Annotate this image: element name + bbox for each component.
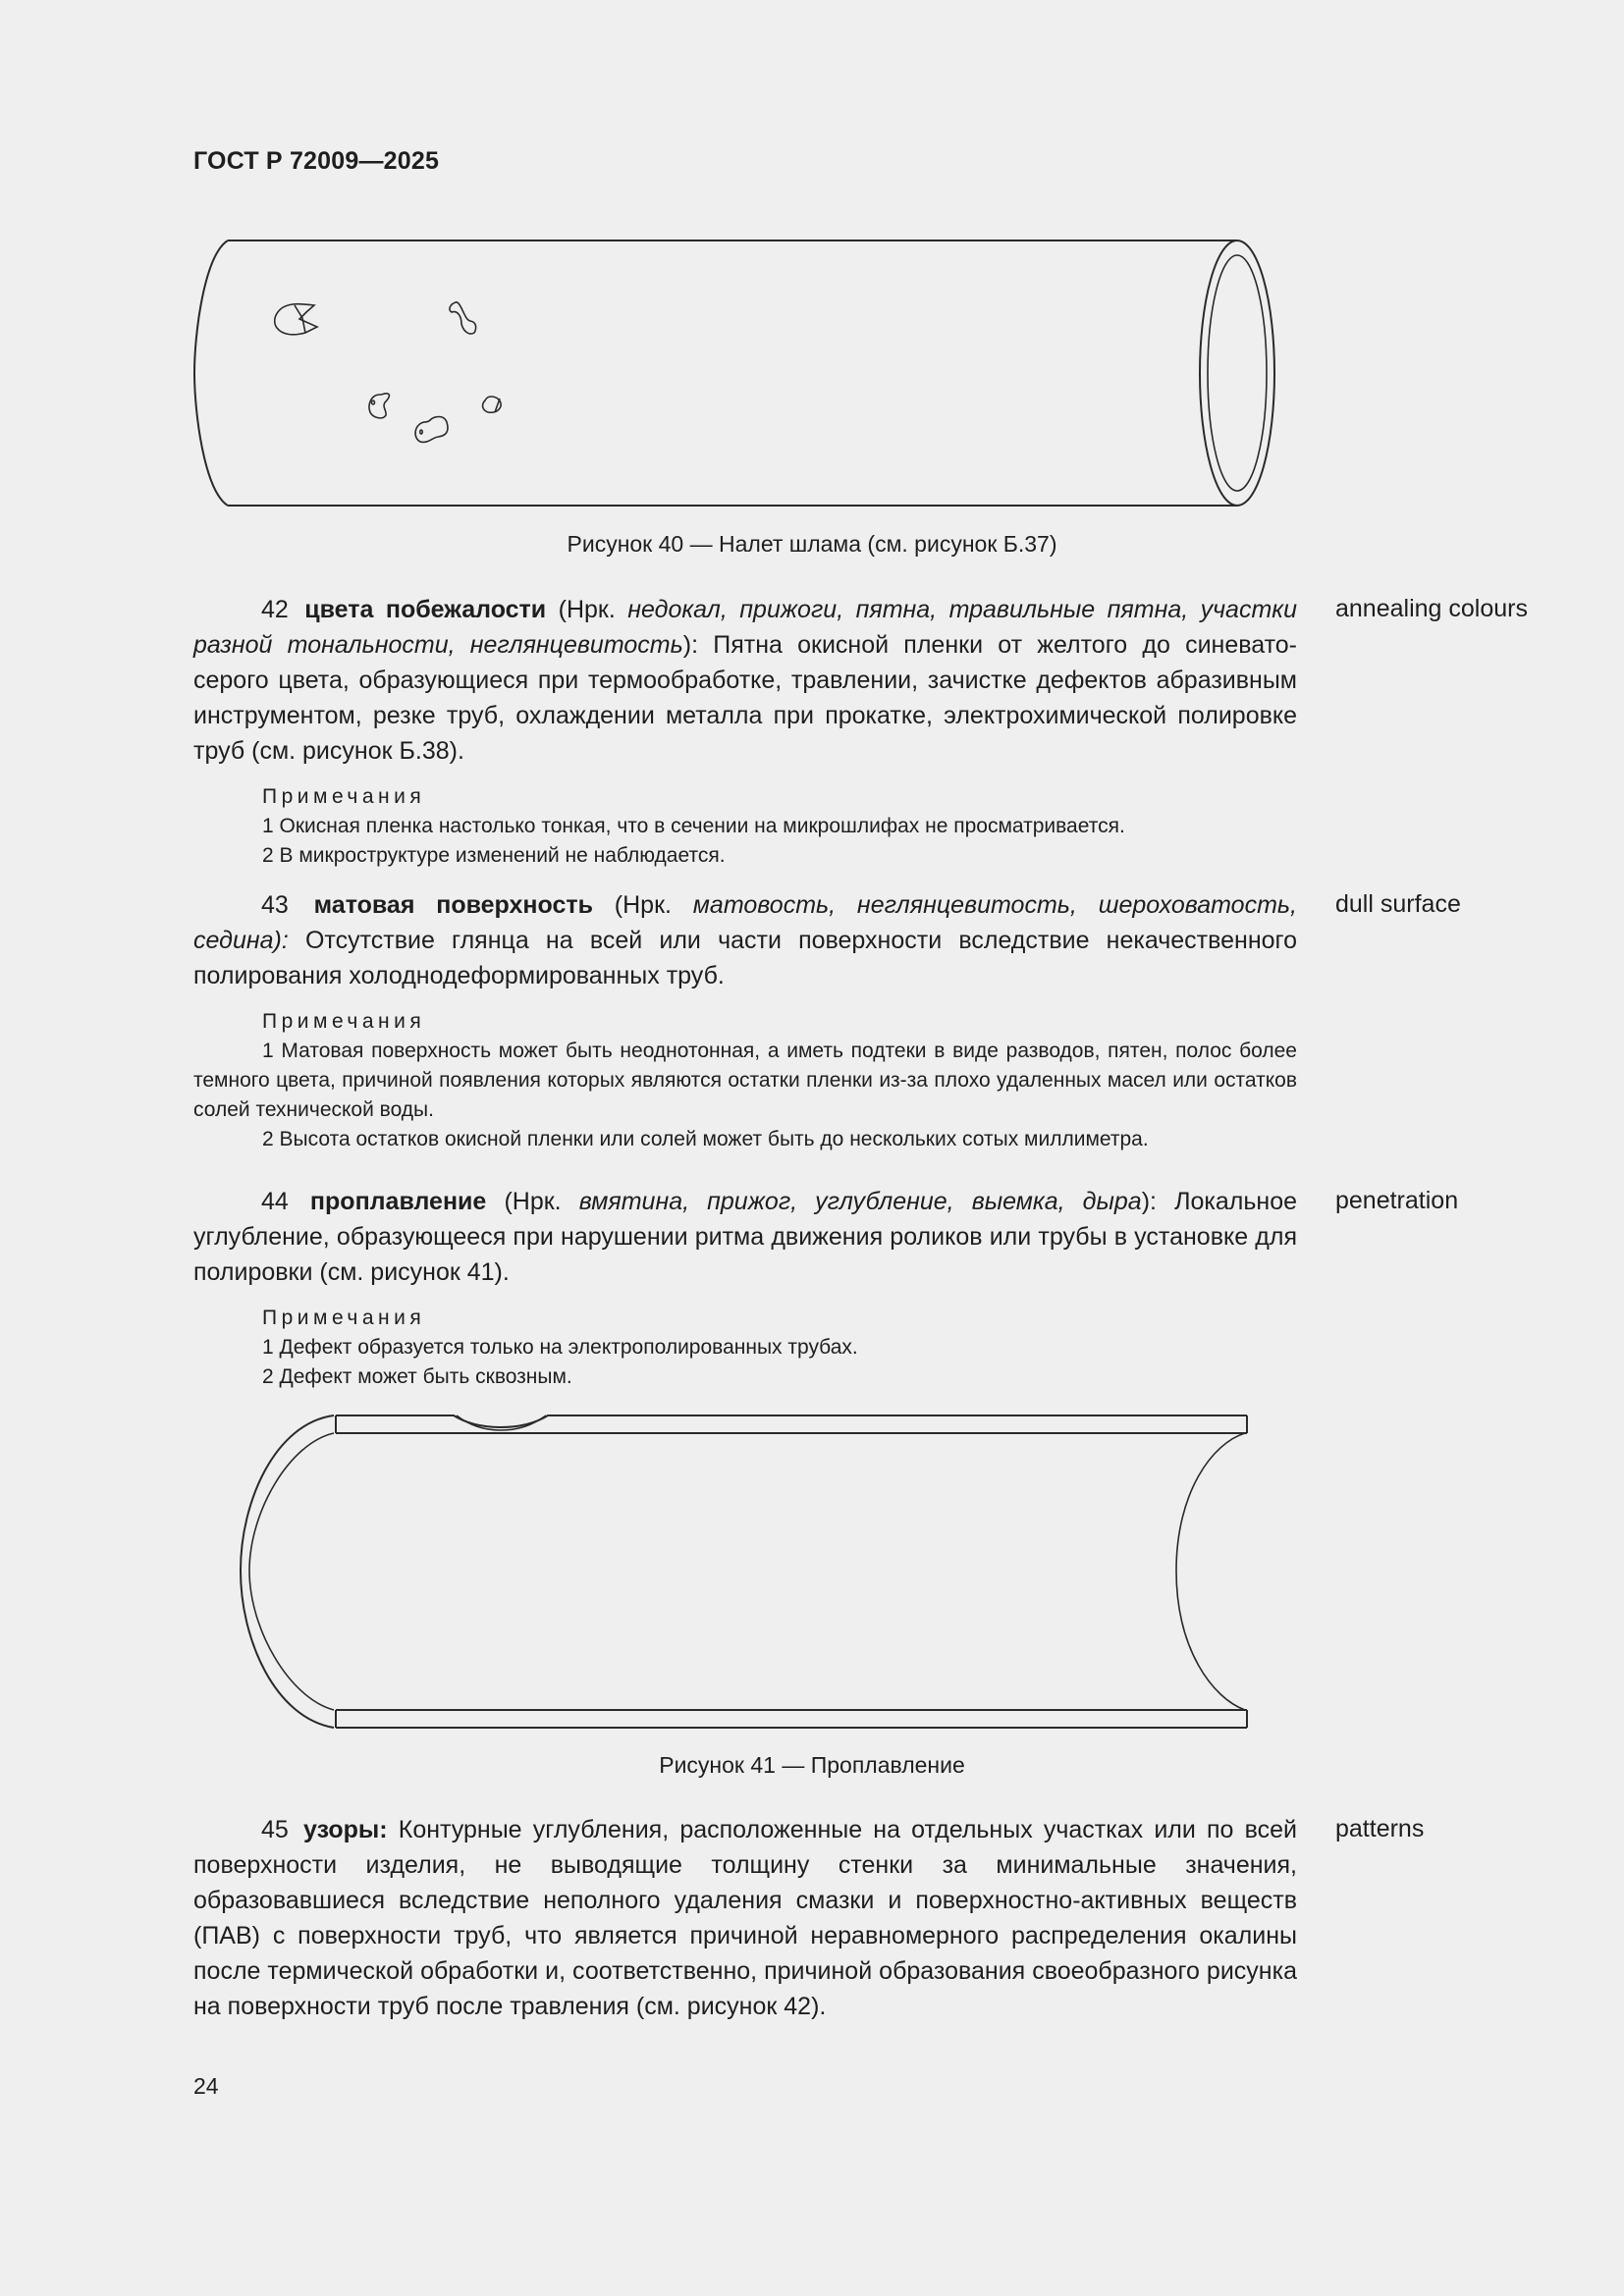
figure-41-penetration-pipe-drawing — [236, 1404, 1257, 1737]
figure-40-sludge-pipe-drawing — [187, 226, 1316, 520]
term-name: цвета побежалости — [304, 596, 547, 623]
term-definition: Контурные углубления, расположенные на отдельных участках или по всей поверхности изделия, не выводящие толщину стенки за минимальные значения, образовавшиеся вследствие неполного удаления смазки и поверхностно-активных веществ (ПАВ) с поверхности труб, что является причиной неравномерного распределения окалины после термической обработки и, соответственно, причиной образования своеобразного рисунка на поверхности труб после травления (см. рисунок 42). — [193, 1816, 1297, 2020]
term-42 — [193, 592, 1297, 871]
term-number: 43 — [261, 891, 289, 919]
notes-title: Примечания — [262, 1010, 426, 1033]
term-42-english: annealing colours — [1335, 595, 1528, 622]
term-43-english: dull surface — [1335, 890, 1461, 918]
term-44-paragraph — [193, 1184, 1297, 1290]
term-definition: ): Локальное углубление, образующееся при нарушении ритма движения роликов или трубы в установке для полировки (см. рисунок 41). — [193, 1188, 1297, 1286]
term-definition: Отсутствие глянца на всей или части поверхности вследствие некачественного полирования холоднодеформированных труб. — [193, 927, 1297, 989]
page-number: 24 — [193, 2073, 219, 2099]
term-45 — [193, 1812, 1297, 2024]
term-45-english: patterns — [1335, 1815, 1425, 1842]
note-2: 2 Дефект может быть сквозным. — [262, 1365, 572, 1388]
nrk-list: матовость, неглянцевитость, шероховатость, седина): — [193, 891, 1297, 954]
note-1: 1 Матовая поверхность может быть неоднотонная, а иметь подтеки в виде разводов, пятен, полос более темного цвета, причиной появления которых являются остатки пленки из-за плохо удаленных масел или остатков солей технической воды. — [193, 1040, 1297, 1121]
nrk-list: вмятина, прижог, углубление, выемка, дыра — [578, 1188, 1142, 1215]
term-42-paragraph — [193, 592, 1297, 769]
term-44 — [193, 1184, 1297, 1392]
term-definition: ): Пятна окисной пленки от желтого до синевато-серого цвета, образующиеся при термообработке, травлении, зачистке дефектов абразивным инструментом, резке труб, охлаждении металла при прокатке, электрохимической полировке труб (см. рисунок Б.38). — [193, 631, 1297, 765]
document-header-code: ГОСТ Р 72009—2025 — [193, 147, 440, 175]
figure-40-caption: Рисунок 40 — Налет шлама (см. рисунок Б.37) — [567, 531, 1057, 557]
term-43-paragraph — [193, 887, 1297, 993]
term-name: матовая поверхность — [313, 891, 593, 919]
note-1: 1 Дефект образуется только на электрополированных трубах. — [262, 1336, 858, 1359]
notes-title: Примечания — [262, 785, 426, 808]
term-number: 42 — [261, 596, 289, 623]
nrk-list: недокал, прижоги, пятна, травильные пятна, участки разной тональности, неглянцевитость — [193, 596, 1297, 659]
sludge-spots — [275, 302, 501, 443]
term-43 — [193, 887, 1297, 1154]
term-name: узоры: — [303, 1816, 388, 1843]
note-2: 2 Высота остатков окисной пленки или солей может быть до нескольких сотых миллиметра. — [262, 1128, 1149, 1150]
term-name: проплавление — [309, 1188, 487, 1215]
nrk-prefix: (Нрк. — [614, 891, 672, 919]
note-1: 1 Окисная пленка настолько тонкая, что в сечении на микрошлифах не просматривается. — [262, 815, 1125, 837]
note-2: 2 В микроструктуре изменений не наблюдается. — [262, 844, 726, 867]
figure-41-caption: Рисунок 41 — Проплавление — [659, 1752, 965, 1778]
nrk-prefix: (Нрк. — [558, 596, 616, 623]
term-number: 44 — [261, 1188, 289, 1215]
term-44-english: penetration — [1335, 1187, 1459, 1214]
nrk-prefix: (Нрк. — [504, 1188, 562, 1215]
notes-title: Примечания — [262, 1307, 426, 1329]
term-45-paragraph — [193, 1812, 1297, 2024]
term-number: 45 — [261, 1816, 289, 1843]
